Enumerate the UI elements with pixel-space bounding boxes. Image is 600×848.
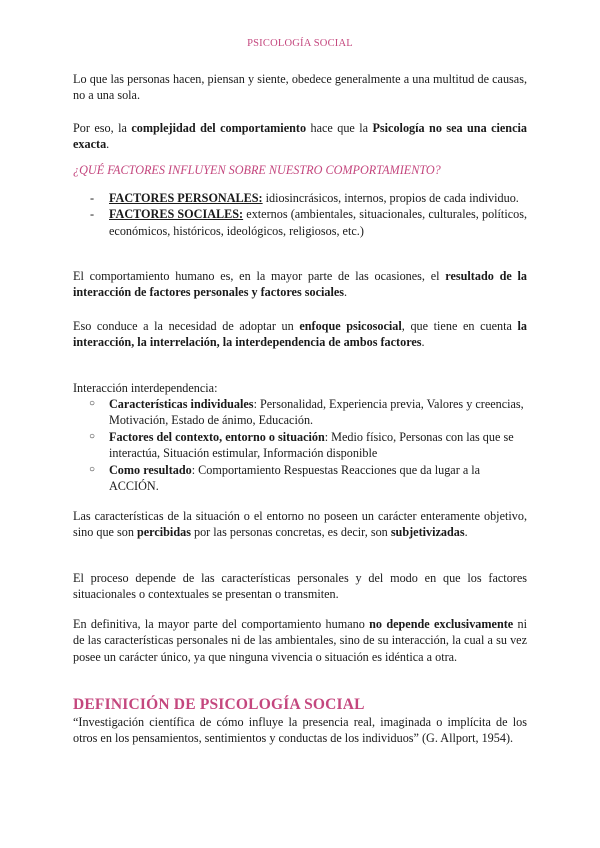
definition-text: “Investigación científica de cómo influye la presencia real, imaginada o implícita de los otros en los pensamientos, sentimientos y conductas de los individuos” (G. Allport, 1954).	[73, 715, 527, 746]
paragraph-perceived: Las características de la situación o el entorno no poseen un carácter enteramente objetivo, sino que son percibidas por las personas concretas, es decir, son subjetivizadas.	[73, 509, 527, 540]
interaction-list	[73, 396, 527, 494]
paragraph-complexity: Por eso, la complejidad del comportamiento hace que la Psicología no sea una ciencia exacta.	[73, 121, 527, 152]
paragraph-psychosocial: Eso conduce a la necesidad de adoptar un enfoque psicosocial, que tiene en cuenta la interacción, la interrelación, la interdependencia de ambos factores.	[73, 319, 527, 350]
paragraph-process: El proceso depende de las características personales y del modo en que los factores situacionales o contextuales se presentan o transmiten.	[73, 571, 527, 602]
list-item: - FACTORES SOCIALES: externos (ambientales, situacionales, culturales, políticos, económicos, históricos, ideológicos, religiosos, etc.)	[90, 207, 527, 238]
page-header: PSICOLOGÍA SOCIAL	[247, 38, 353, 49]
list-item: ○ Como resultado: Comportamiento Respuestas Reacciones que da lugar a la ACCIÓN.	[89, 462, 481, 494]
list-item: ○ Características individuales: Personalidad, Experiencia previa, Valores y creencias, Motivación, Estado de ánimo, Educación.	[89, 397, 524, 428]
factors-list	[73, 190, 527, 239]
list-item: - FACTORES PERSONALES: idiosincrásicos, internos, propios de cada individuo.	[90, 191, 519, 205]
section-question: ¿QUÉ FACTORES INFLUYEN SOBRE NUESTRO COMPORTAMIENTO?	[73, 163, 441, 177]
definition-title: DEFINICIÓN DE PSICOLOGÍA SOCIAL	[73, 696, 365, 713]
list-item: ○ Factores del contexto, entorno o situación: Medio físico, Personas con las que se interactúa, Situación estimular, Información disponible	[89, 429, 514, 461]
paragraph-causes: Lo que las personas hacen, piensan y siente, obedece generalmente a una multitud de causas, no a una sola.	[73, 72, 527, 103]
paragraph-conclusion: En definitiva, la mayor parte del comportamiento humano no depende exclusivamente ni de las características personales ni de las ambientales, sino de su interacción, la cual a su vez posee un carácter único, ya que ninguna vivencia o situación es idéntica a otra.	[73, 617, 527, 664]
interaction-heading: Interacción interdependencia:	[73, 381, 218, 395]
paragraph-interaction-result: El comportamiento humano es, en la mayor parte de las ocasiones, el resultado de la interacción de factores personales y factores sociales.	[73, 269, 527, 300]
